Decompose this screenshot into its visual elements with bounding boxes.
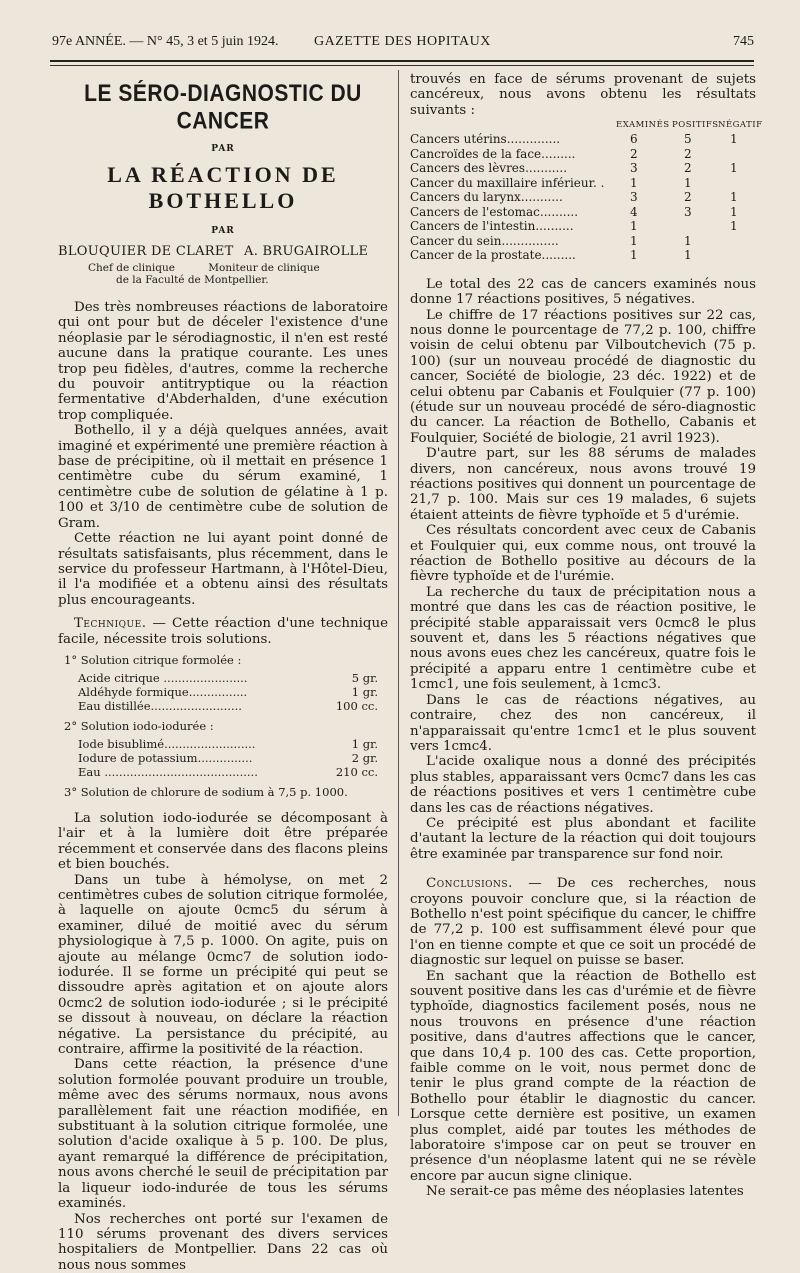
ingredient-name: Acide citrique ....................... [78,671,247,685]
paragraph: Dans un tube à hémolyse, on met 2 centimètres cubes de solution citrique formolée, à laquelle on ajoute 0cmc5 du sérum à examiner, dilué de moitié avec du sérum physiologique à 7,5 p. 1000. On agite, puis on ajoute au mélange 0cmc7 de solution iodo-iodurée. Il se forme un précipité qui peut se dissoudre après agitation et on ajoute alors 0cmc2 de solution iodo-iodurée ; si le précipité se dissout à nouveau, on déclare la réaction négative. La persistance du précipité, au contraire, affirme la positivité de la réaction. [58,873,388,1058]
technique-paragraph [58,616,388,647]
conclusions-heading: Conclusions. [426,876,513,891]
cell-positifs: 5 [684,132,692,146]
ingredient-qty: 2 gr. [352,751,378,765]
byline-par-2: PAR [58,226,388,236]
cell-negatif: 1 [730,190,738,204]
header-rule [50,60,754,62]
solution-2-ingredients [78,737,378,779]
column-separator [398,70,399,1116]
paragraph: Bothello, il y a déjà quelques années, avait imaginé et expérimenté une première réaction à base de précipitine, où il mettait en présence 1 centimètre cube du sérum examiné, 1 centimètre cube de solution de gélatine à 1 p. 100 et 3/10 de centimètre cube de solution de Gram. [58,423,388,531]
solution-1-ingredients [78,671,378,713]
journal-title: GAZETTE DES HOPITAUX [314,34,491,50]
ingredient-row [78,685,378,699]
cell-examines: 1 [630,234,638,248]
paragraph: Ne serait-ce pas même des néoplasies latentes [410,1184,756,1199]
ingredient-row [78,765,378,779]
ingredient-row [78,699,378,713]
row-label: Cancer du sein............... [410,234,559,248]
paragraph: Nos recherches ont porté sur l'examen de 110 sérums provenant des divers services hospitaliers de Montpellier. Dans 22 cas où nous nous sommes [58,1212,388,1273]
ingredient-row [78,671,378,685]
author-2: A. BRUGAIROLLE [244,244,368,259]
row-label: Cancer de la prostate......... [410,248,576,262]
cell-positifs: 3 [684,205,692,219]
header-positifs: POSITIFS [672,120,719,130]
ingredient-qty: 1 gr. [352,685,378,699]
results-table [410,118,756,263]
cell-negatif: 1 [730,132,738,146]
ingredient-name: Eau distillée......................... [78,699,242,713]
row-label: Cancers de l'estomac.......... [410,205,578,219]
cell-negatif: 1 [730,205,738,219]
table-row [410,161,756,176]
paragraph: Des très nombreuses réactions de laboratoire qui ont pour but de déceler l'existence d'une néoplasie par le sérodiagnostic, il n'en est resté aucune dans la pratique courante. Les unes trop peu fidèles, d'autres, comme la recherche du pouvoir antitryptique ou la réaction fermentative d'Abderhalden, d'une exécution trop compliquée. [58,300,388,423]
paragraph: Ces résultats concordent avec ceux de Cabanis et Foulquier qui, eux comme nous, ont trouvé la réaction de Bothello positive au décours de la fièvre typhoïde et de l'urémie. [410,523,756,585]
cell-negatif: 1 [730,161,738,175]
ingredient-row [78,737,378,751]
technique-text: — Cette réaction d'une technique facile, nécessite trois solutions. [58,616,388,646]
paragraph: La recherche du taux de précipitation nous a montré que dans les cas de réaction positive, le précipité stable apparaissait vers 0cmc8 le plus souvent et, dans les 5 réactions négatives que nous avons eues chez les cancéreux, quatre fois le précipité a apparu entre 1 centimètre cube et 1cmc1, une fois seulement, à 1cmc3. [410,585,756,693]
cell-examines: 2 [630,147,638,161]
cell-positifs: 1 [684,248,692,262]
table-row [410,176,756,191]
ingredient-row [78,751,378,765]
ingredient-qty: 100 cc. [336,699,378,713]
ingredient-qty: 5 gr. [352,671,378,685]
table-row [410,132,756,147]
cell-negatif: 1 [730,219,738,233]
ingredient-name: Iode bisublimé......................... [78,737,255,751]
technique-heading: Technique. [74,616,146,631]
cell-examines: 1 [630,219,638,233]
cell-examines: 3 [630,190,638,204]
row-label: Cancer du maxillaire inférieur. . [410,176,605,190]
row-label: Cancers utérins.............. [410,132,560,146]
conclusions-paragraph [410,876,756,968]
ingredient-name: Iodure de potassium............... [78,751,252,765]
paragraph: trouvés en face de sérums provenant de sujets cancéreux, nous avons obtenu les résultats suivants : [410,72,756,118]
table-row [410,147,756,162]
cell-examines: 1 [630,248,638,262]
paragraph: Le total des 22 cas de cancers examinés nous donne 17 réactions positives, 5 négatives. [410,277,756,308]
solution-2-title: 2° Solution iodo-iodurée : [64,719,388,733]
conclusions-text: — De ces recherches, nous croyons pouvoir conclure que, si la réaction de Bothello n'est point spécifique du cancer, le chiffre de 77,2 p. 100 est suffisamment élevé pour que l'on en tienne compte et que ce soit un procédé de diagnostic sur lequel on puisse se baser. [410,876,756,968]
table-row [410,234,756,249]
paragraph: La solution iodo-iodurée se décomposant à l'air et à la lumière doit être préparée récemment et conservée dans des flacons pleins et bien bouchés. [58,811,388,873]
row-label: Cancers de l'intestin.......... [410,219,574,233]
solution-1-title: 1° Solution citrique formolée : [64,653,388,667]
header-negatif: NÉGATIF [718,120,763,130]
affiliations [88,262,388,286]
table-row [410,248,756,263]
issue-info: 97e ANNÉE. — N° 45, 3 et 5 juin 1924. [52,34,278,50]
row-label: Cancers du larynx........... [410,190,563,204]
cell-examines: 1 [630,176,638,190]
left-column [58,78,388,1273]
article-title: LE SÉRO-DIAGNOSTIC DU CANCER [58,80,388,135]
row-label: Cancroïdes de la face......... [410,147,576,161]
page-number: 745 [733,34,754,50]
paragraph: En sachant que la réaction de Bothello est souvent positive dans les cas d'urémie et de fièvre typhoïde, diagnostics facilement posés, nous ne nous trouvons en présence d'une réaction positive, dans d'autres affections que le cancer, que dans 10,4 p. 100 des cas. Cette proportion, faible comme on le voit, nous permet donc de tenir le plus grand compte de la réaction de Bothello pour établir le diagnostic du cancer. Lorsque cette dernière est positive, un examen plus complet, aidé par toutes les méthodes de laboratoire s'impose car on peut se trouver en présence d'un néoplasme latent qui ne se révèle encore par aucun signe clinique. [410,969,756,1185]
paragraph: Le chiffre de 17 réactions positives sur 22 cas, nous donne le pourcentage de 77,2 p. 100, chiffre voisin de celui obtenu par Vilboutchevich (75 p. 100) (sur un nouveau procédé de diagnostic du cancer, Société de biologie, 23 déc. 1922) et de celui obtenu par Cabanis et Foulquier (77 p. 100) (étude sur un nouveau procédé de séro-diagnostic du cancer. La réaction de Bothello, Cabanis et Foulquier, Société de biologie, 21 avril 1923). [410,308,756,447]
cell-positifs: 2 [684,161,692,175]
paragraph: Cette réaction ne lui ayant point donné de résultats satisfaisants, plus récemment, dans le service du professeur Hartmann, à l'Hôtel-Dieu, il l'a modifiée et a obtenu ainsi des résultats plus encourageants. [58,531,388,608]
cell-examines: 3 [630,161,638,175]
cell-positifs: 2 [684,147,692,161]
table-row [410,219,756,234]
running-header [52,34,754,56]
table-row [410,190,756,205]
affiliation-line-1: Chef de clinique Moniteur de clinique [88,262,388,274]
affiliation-line-2: de la Faculté de Montpellier. [88,274,388,286]
header-rule-thin [50,65,754,66]
paragraph: D'autre part, sur les 88 sérums de malades divers, non cancéreux, nous avons trouvé 19 réactions positives qui donnent un pourcentage de 21,7 p. 100. Mais sur ces 19 malades, 6 sujets étaient atteints de fièvre typhoïde et 5 d'urémie. [410,446,756,523]
table-row [410,205,756,220]
article-subtitle: LA RÉACTION DE BOTHELLO [58,162,388,214]
paragraph: Dans le cas de réactions négatives, au contraire, chez des non cancéreux, il n'apparaissait qu'entre 1cmc1 et le plus souvent vers 1cmc4. [410,693,756,755]
byline-par: PAR [58,144,388,154]
ingredient-name: Aldéhyde formique................ [78,685,247,699]
solution-3-title: 3° Solution de chlorure de sodium à 7,5 p. 1000. [64,785,388,799]
ingredient-qty: 1 gr. [352,737,378,751]
ingredient-qty: 210 cc. [336,765,378,779]
right-column [410,72,756,1200]
header-examines: EXAMINÉS [616,120,670,130]
paragraph: L'acide oxalique nous a donné des précipités plus stables, apparaissant vers 0cmc7 dans les cas de réactions positives et vers 1 centimètre cube dans les cas de réactions négatives. [410,754,756,816]
row-label: Cancers des lèvres........... [410,161,567,175]
paragraph: Ce précipité est plus abondant et facilite d'autant la lecture de la réaction qui doit toujours être examinée par transparence sur fond noir. [410,816,756,862]
author-1: BLOUQUIER DE CLARET [58,244,234,259]
paragraph: Dans cette réaction, la présence d'une solution formolée pouvant produire un trouble, même avec des sérums normaux, nous avons parallèlement fait une réaction modifiée, en substituant à la solution citrique formolée, une solution d'acide oxalique à 5 p. 100. De plus, ayant remarqué la différence de précipitation, nous avons cherché le seuil de précipitation par la liqueur iodo-indurée de tous les sérums examinés. [58,1057,388,1211]
cell-examines: 4 [630,205,638,219]
ingredient-name: Eau .......................................... [78,765,258,779]
cell-positifs: 1 [684,176,692,190]
cell-positifs: 1 [684,234,692,248]
authors-block [58,244,388,300]
cell-examines: 6 [630,132,638,146]
cell-positifs: 2 [684,190,692,204]
table-header [410,118,756,132]
